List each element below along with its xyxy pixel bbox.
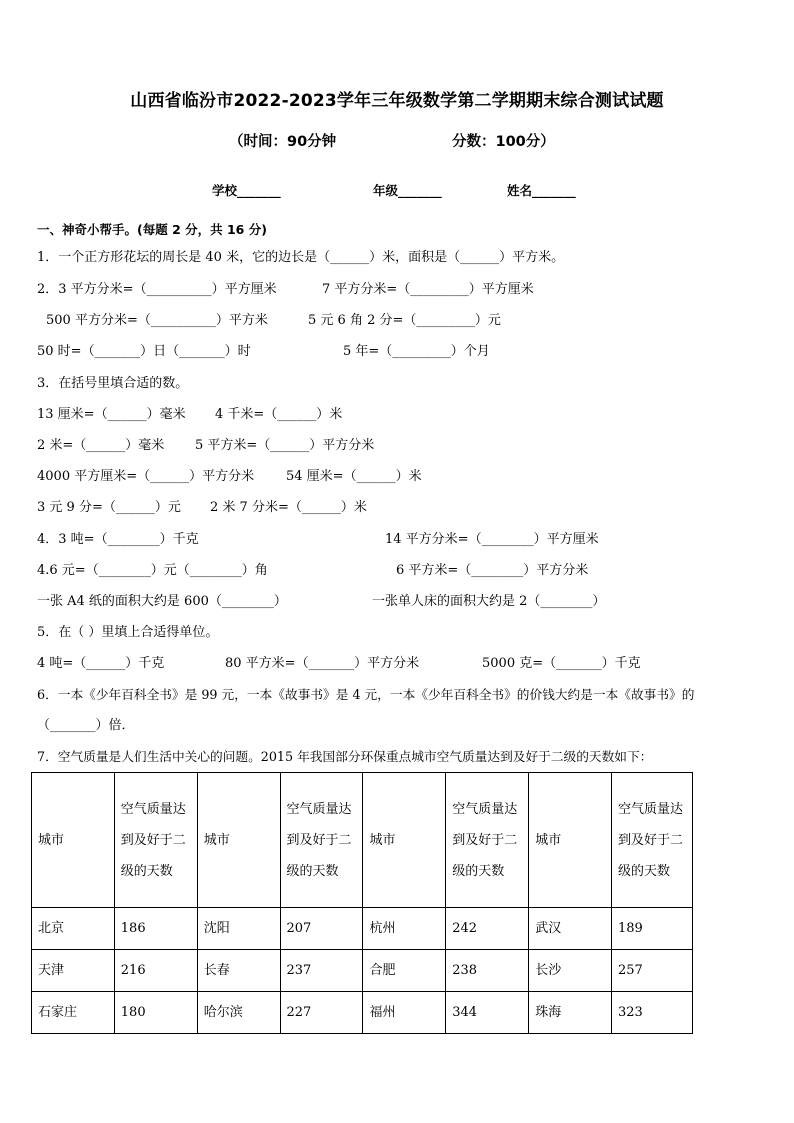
city-cell: 天津 — [32, 950, 115, 992]
days-cell: 180 — [114, 992, 197, 1034]
days-cell: 237 — [280, 950, 363, 992]
table-row — [32, 950, 693, 992]
question-2d: 5 元 6 角 2 分=（_________）元 — [308, 313, 501, 328]
question-7: 7．空气质量是人们生活中关心的问题。2015 年我国部分环保重点城市空气质量达到及好于二级的天数如下： — [37, 749, 653, 764]
question-6-answer: （_______）倍． — [37, 718, 135, 733]
question-4f: 一张单人床的面积大约是 2（________） — [372, 594, 606, 609]
days-cell: 189 — [611, 908, 692, 950]
section-heading: 一、神奇小帮手。(每题 2 分，共 16 分) — [37, 222, 267, 237]
question-3h: 2 米 7 分米=（______）米 — [210, 500, 367, 515]
page-title: 山西省临汾市2022-2023学年三年级数学第二学期期末综合测试试题 — [130, 91, 664, 111]
question-5a: 4 吨=（______）千克 — [37, 656, 165, 671]
question-6: 6．一本《少年百科全书》是 99 元，一本《故事书》是 4 元，一本《少年百科全书》的价钱大约是一本《故事书》的 — [37, 687, 695, 702]
days-cell: 257 — [611, 950, 692, 992]
header-days: 空气质量达到及好于二级的天数 — [280, 773, 363, 908]
table-row — [32, 992, 693, 1034]
city-cell: 珠海 — [529, 992, 612, 1034]
city-cell: 石家庄 — [32, 992, 115, 1034]
header-days: 空气质量达到及好于二级的天数 — [611, 773, 692, 908]
days-cell: 242 — [446, 908, 529, 950]
days-cell: 186 — [114, 908, 197, 950]
question-3: 3．在括号里填合适的数。 — [37, 376, 189, 391]
question-3b: 4 千米=（______）米 — [215, 407, 343, 422]
header-city: 城市 — [32, 773, 115, 908]
exam-score: 分数：100分） — [452, 134, 555, 150]
days-cell: 227 — [280, 992, 363, 1034]
question-3f: 54 厘米=（______）米 — [286, 469, 422, 484]
grade-field: 年级_______ — [373, 183, 442, 198]
city-cell: 长沙 — [529, 950, 612, 992]
city-cell: 哈尔滨 — [197, 992, 280, 1034]
question-4d: 6 平方米=（________）平方分米 — [396, 563, 589, 578]
header-city: 城市 — [363, 773, 446, 908]
question-2b: 7 平方分米=（_________）平方厘米 — [322, 282, 534, 297]
question-2c: 500 平方分米=（__________）平方米 — [46, 313, 268, 328]
question-4e: 一张 A4 纸的面积大约是 600（________） — [37, 594, 287, 609]
question-4c: 4.6 元=（________）元（________）角 — [37, 563, 268, 578]
question-1: 1．一个正方形花坛的周长是 40 米，它的边长是（______）米，面积是（______）平方米。 — [37, 250, 565, 265]
table-row — [32, 908, 693, 950]
city-cell: 北京 — [32, 908, 115, 950]
days-cell: 216 — [114, 950, 197, 992]
question-5b: 80 平方米=（_______）平方分米 — [225, 656, 420, 671]
school-field: 学校_______ — [212, 183, 281, 198]
header-days: 空气质量达到及好于二级的天数 — [446, 773, 529, 908]
header-days: 空气质量达到及好于二级的天数 — [114, 773, 197, 908]
question-2f: 5 年=（_________）个月 — [343, 344, 490, 359]
city-cell: 合肥 — [363, 950, 446, 992]
city-cell: 杭州 — [363, 908, 446, 950]
city-cell: 长春 — [197, 950, 280, 992]
question-2e: 50 时=（_______）日（_______）时 — [37, 344, 251, 359]
question-4a: 4．3 吨=（________）千克 — [37, 532, 199, 547]
question-3e: 4000 平方厘米=（______）平方分米 — [37, 469, 255, 484]
question-3g: 3 元 9 分=（______）元 — [37, 500, 181, 515]
header-city: 城市 — [197, 773, 280, 908]
question-3a: 13 厘米=（______）毫米 — [37, 407, 186, 422]
name-field: 姓名_______ — [507, 183, 576, 198]
days-cell: 323 — [611, 992, 692, 1034]
question-4b: 14 平方分米=（________）平方厘米 — [385, 532, 599, 547]
air-quality-table — [31, 772, 693, 1034]
city-cell: 武汉 — [529, 908, 612, 950]
question-5: 5．在（ ）里填上合适得单位。 — [37, 625, 219, 640]
question-5c: 5000 克=（_______）千克 — [482, 656, 641, 671]
table-header-row — [32, 773, 693, 908]
question-3c: 2 米=（______）毫米 — [37, 438, 165, 453]
days-cell: 207 — [280, 908, 363, 950]
exam-time: （时间：90分钟 — [229, 134, 337, 150]
city-cell: 福州 — [363, 992, 446, 1034]
question-2a: 2．3 平方分米=（__________）平方厘米 — [37, 282, 277, 297]
city-cell: 沈阳 — [197, 908, 280, 950]
question-3d: 5 平方米=（______）平方分米 — [195, 438, 375, 453]
days-cell: 238 — [446, 950, 529, 992]
days-cell: 344 — [446, 992, 529, 1034]
header-city: 城市 — [529, 773, 612, 908]
